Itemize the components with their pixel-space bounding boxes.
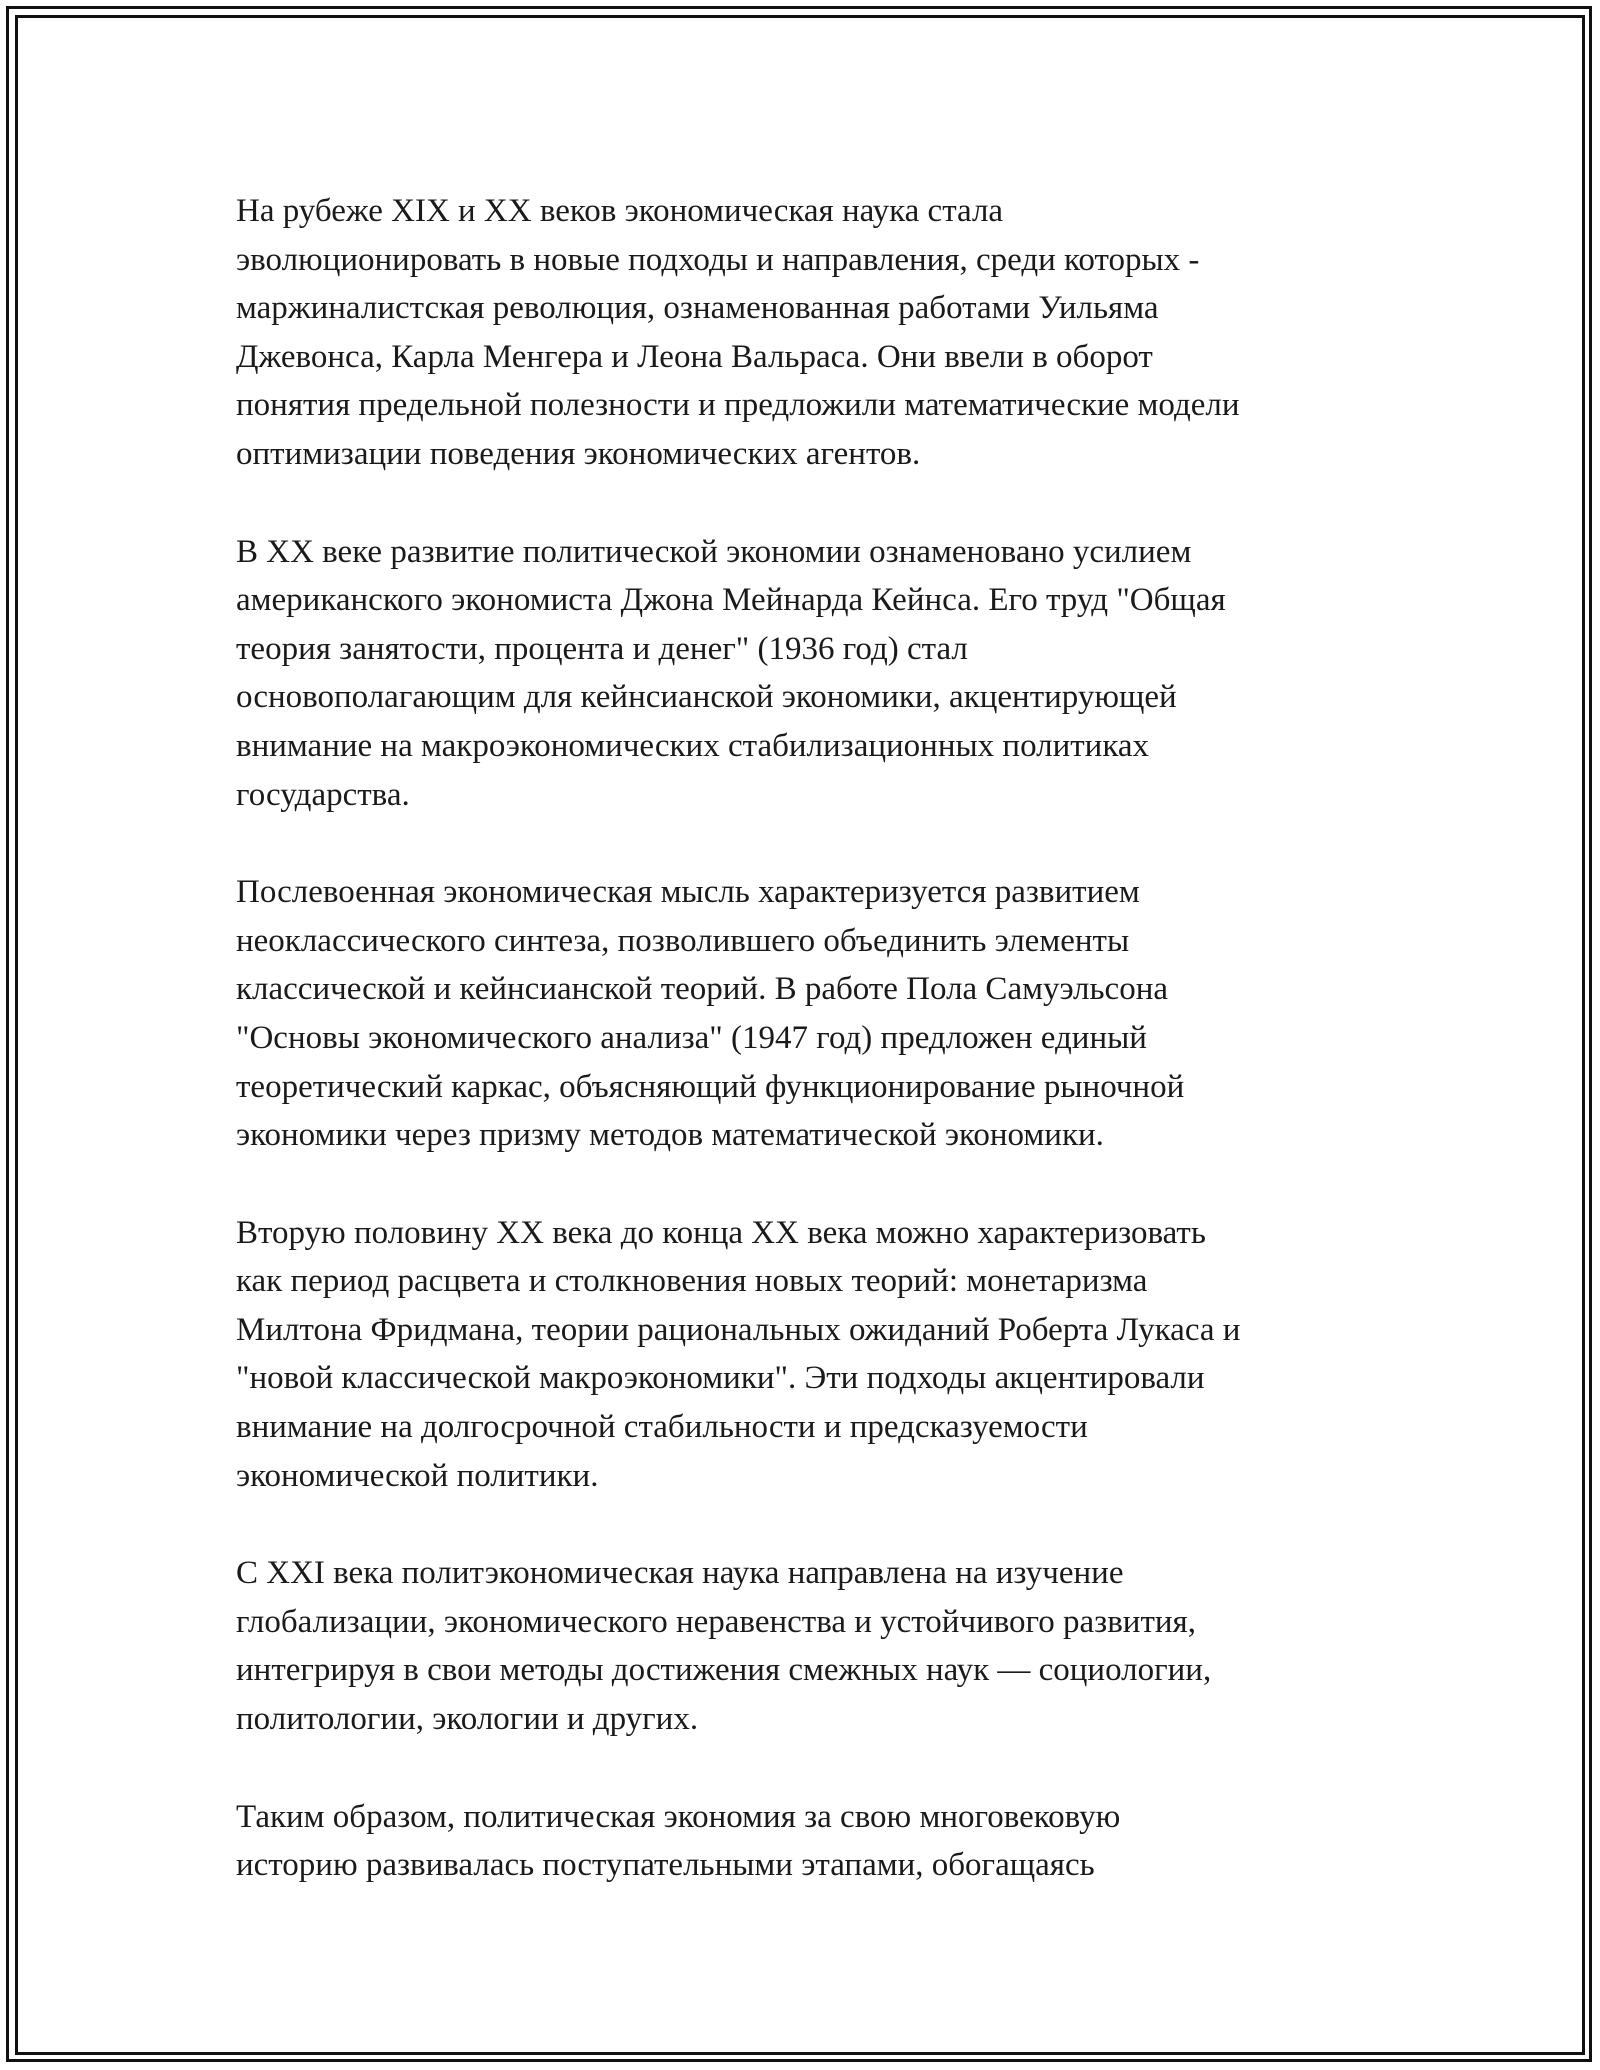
paragraph-monetarism: Вторую половину XX века до конца XX века можно характеризовать как период расцвета и столкновения новых теорий: монетаризма Милтона Фридмана, теории рациональных ожиданий Роберта Лукаса и "новой классической макроэкономики". Эти подходы акцентировали внимание на долгосрочной стабильности и предсказуемости экономической политики. [236,1214,1241,1494]
document-body [236,187,1366,1939]
paragraph-neoclassical-synthesis: Послевоенная экономическая мысль характеризуется развитием неоклассического синтеза, позволившего объединить элементы классической и кейнсианской теорий. В работе Пола Самуэльсона "Основы экономического анализа" (1947 год) предложен единый теоретический каркас, объясняющий функционирование рыночной экономики через призму методов математической экономики. [236,874,1185,1154]
paragraph-keynes: В XX веке развитие политической экономии ознаменовано усилием американского экономиста Джона Мейнарда Кейнса. Его труд "Общая теория занятости, процента и денег" (1936 год) стал основополагающим для кейнсианской экономики, акцентирующей внимание на макроэкономических стабилизационных политиках государства. [236,533,1226,813]
paragraph-conclusion: Таким образом, политическая экономия за свою многовековую историю развивалась поступательными этапами, обогащаясь [236,1798,1121,1884]
paragraph-marginalist-revolution: На рубеже XIX и XX веков экономическая наука стала эволюционировать в новые подходы и направления, среди которых - маржиналистская революция, ознаменованная работами Уильяма Джевонса, Карла Менгера и Леона Вальраса. Они ввели в оборот понятия предельной полезности и предложили математические модели оптимизации поведения экономических агентов. [236,193,1240,472]
paragraph-21st-century: С XXI века политэкономическая наука направлена на изучение глобализации, экономического неравенства и устойчивого развития, интегрируя в свои методы достижения смежных наук — социологии, политологии, экологии и других. [236,1555,1212,1738]
